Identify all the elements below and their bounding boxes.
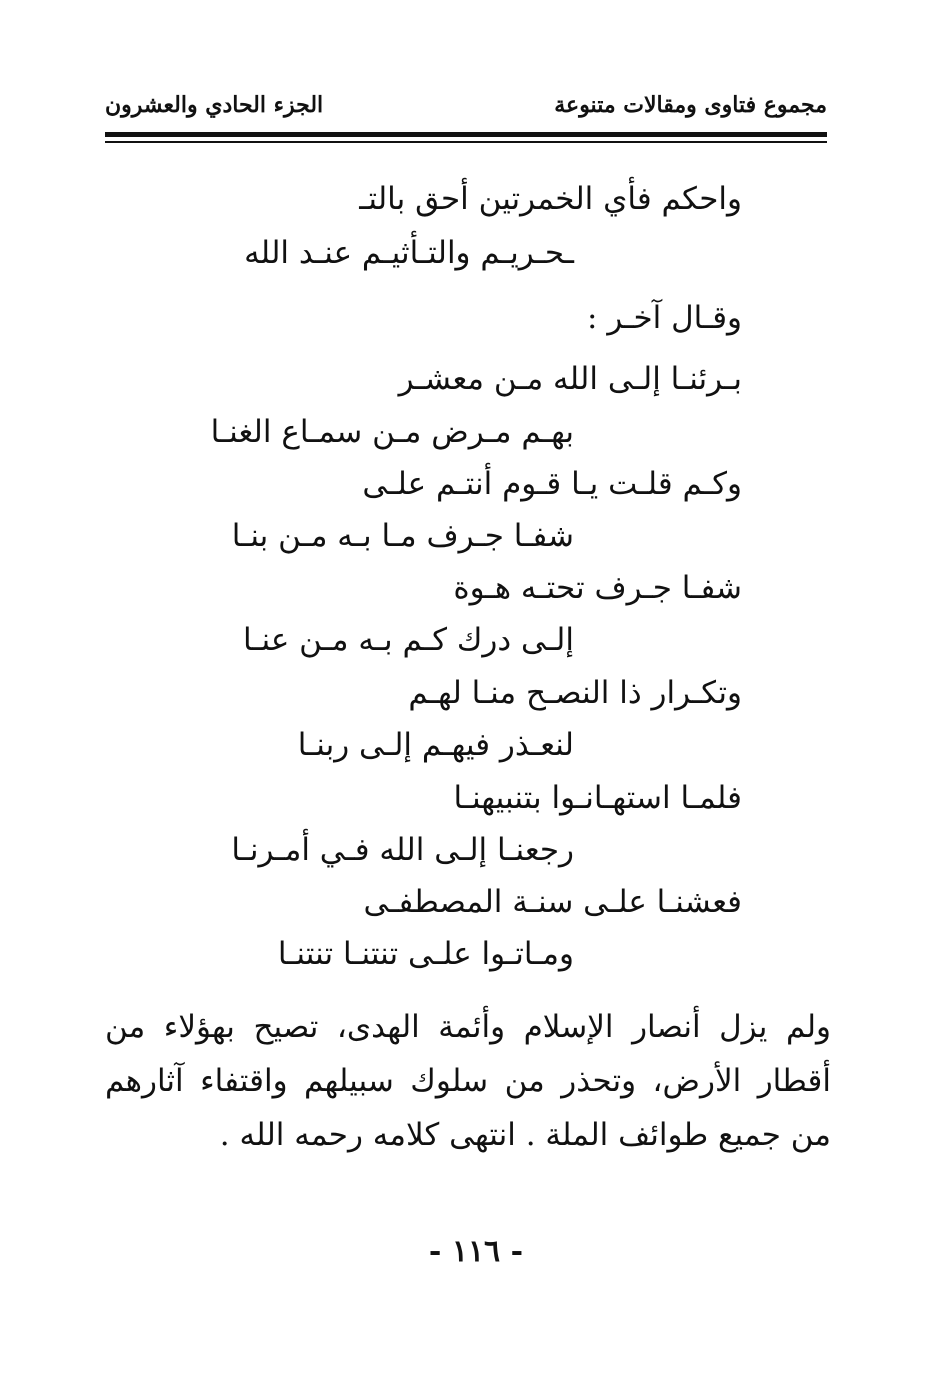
poem2-line: لنعـذر فيهـم إلـى ربنـا: [297, 727, 574, 763]
poem2-line: رجعنـا إلـى الله فـي أمـرنـا: [231, 832, 574, 868]
poem2-line: فلمـا استهـانـوا بتنبيهنـا: [453, 780, 742, 816]
page-number: - ١١٦ -: [428, 1234, 524, 1269]
poem1-line2: ـحـريـم والتـأثيـم عنـد الله: [244, 235, 574, 271]
closing-paragraph: ولم يزل أنصار الإسلام وأئمة الهدى، تصيح بهؤلاء من أقطار الأرض، وتحذر من سلوك سبيلهم واقتفاء آثارهم من جميع طوائف الملة . انتهى كلامه رحمه الله .: [105, 1009, 831, 1153]
volume-title: الجزء الحادي والعشرون: [105, 92, 324, 118]
header-rule-thick: [105, 132, 827, 137]
poem2-line: بهـم مـرض مـن سمـاع الغنـا: [210, 414, 574, 450]
poem2-line: شفـا جـرف مـا بـه مـن بنـا: [231, 518, 574, 554]
poem1-line1: واحكم فأي الخمرتين أحق بالتـ: [359, 181, 742, 217]
poem2-line: إلـى درك كـم بـه مـن عنـا: [242, 622, 574, 658]
poem2-line: وكـم قلـت يـا قـوم أنتـم علـى: [362, 466, 742, 502]
poem2-line: شفـا جـرف تحتـه هـوة: [453, 570, 742, 606]
poem2-line: بـرئنـا إلـى الله مـن معشـر: [398, 361, 742, 397]
running-header: [105, 92, 827, 128]
poem2-line: وتكـرار ذا النصـح منـا لهـم: [408, 675, 742, 711]
poem2-line: ومـاتـوا علـى تنتنـا تنتنـا: [277, 936, 574, 972]
book-title: مجموع فتاوى ومقالات متنوعة: [554, 92, 827, 118]
header-rule-thin: [105, 141, 827, 143]
poem2-line: فعشنـا علـى سنـة المصطفـى: [363, 884, 742, 920]
poem-intro: وقـال آخـر :: [587, 300, 742, 336]
